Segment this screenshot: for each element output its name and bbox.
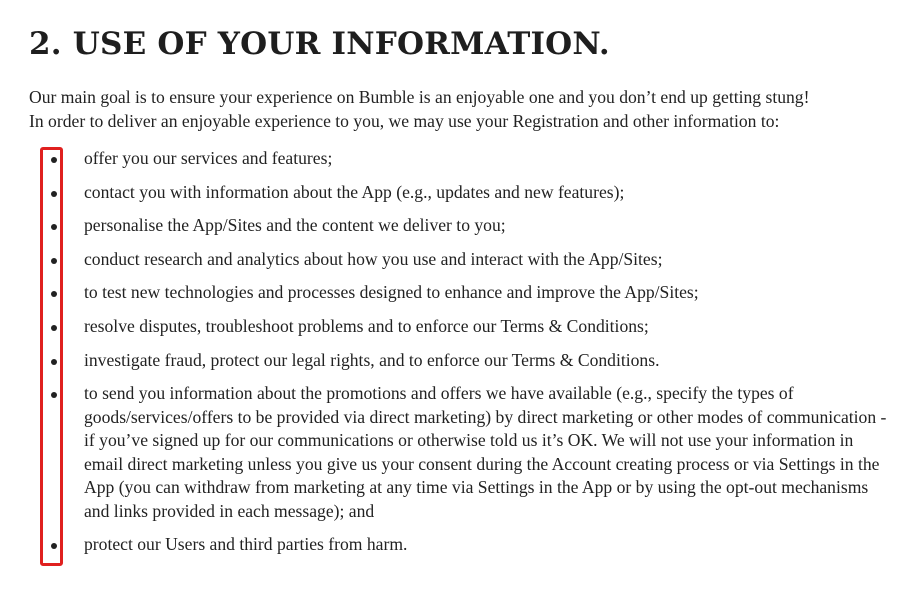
list-item-text: investigate fraud, protect our legal rights, and to enforce our Terms & Conditions. [84, 349, 660, 370]
list-item [29, 181, 889, 205]
list-item-text: personalise the App/Sites and the content we deliver to you; [84, 215, 506, 236]
list-item-text: offer you our services and features; [84, 148, 333, 168]
list-item-text: resolve disputes, troubleshoot problems and to enforce our Terms & Conditions; [84, 315, 649, 336]
bullet-highlight-box [40, 147, 63, 566]
intro-line-1: Our main goal is to ensure your experience on Bumble is an enjoyable one and you don’t end up getting stung! [29, 87, 810, 107]
list-item [29, 533, 889, 557]
list-item-text: to send you information about the promotions and offers we have available (e.g., specify the types of goods/services/offers to be provided via direct marketing) by direct marketing or other modes of communication - if you’ve signed up for our communications or otherwise told us it’s OK. We will not use your information in email direct marketing unless you give us your consent during the Account creating process or via Settings in the App (you can withdraw from marketing at any time via Settings in the App or by using the opt-out mechanisms and links provided in each message); and [84, 383, 887, 521]
list-item [29, 349, 889, 373]
list-item [29, 214, 889, 238]
list-item-text: contact you with information about the App (e.g., updates and new features); [84, 181, 625, 202]
usage-list [29, 147, 889, 557]
list-item-text: to test new technologies and processes designed to enhance and improve the App/Sites; [84, 282, 699, 303]
list-item [29, 315, 889, 339]
list-item-text: conduct research and analytics about how you use and interact with the App/Sites; [84, 248, 663, 269]
section-heading: 2. USE OF YOUR INFORMATION. [29, 26, 610, 62]
list-item-text: protect our Users and third parties from harm. [84, 534, 408, 555]
intro-line-2: In order to deliver an enjoyable experience to you, we may use your Registration and other information to: [29, 110, 780, 131]
list-item [29, 147, 889, 171]
list-item [29, 382, 889, 523]
intro-paragraph [29, 86, 889, 133]
list-item [29, 248, 889, 272]
document-section [29, 22, 889, 567]
list-item [29, 281, 889, 305]
